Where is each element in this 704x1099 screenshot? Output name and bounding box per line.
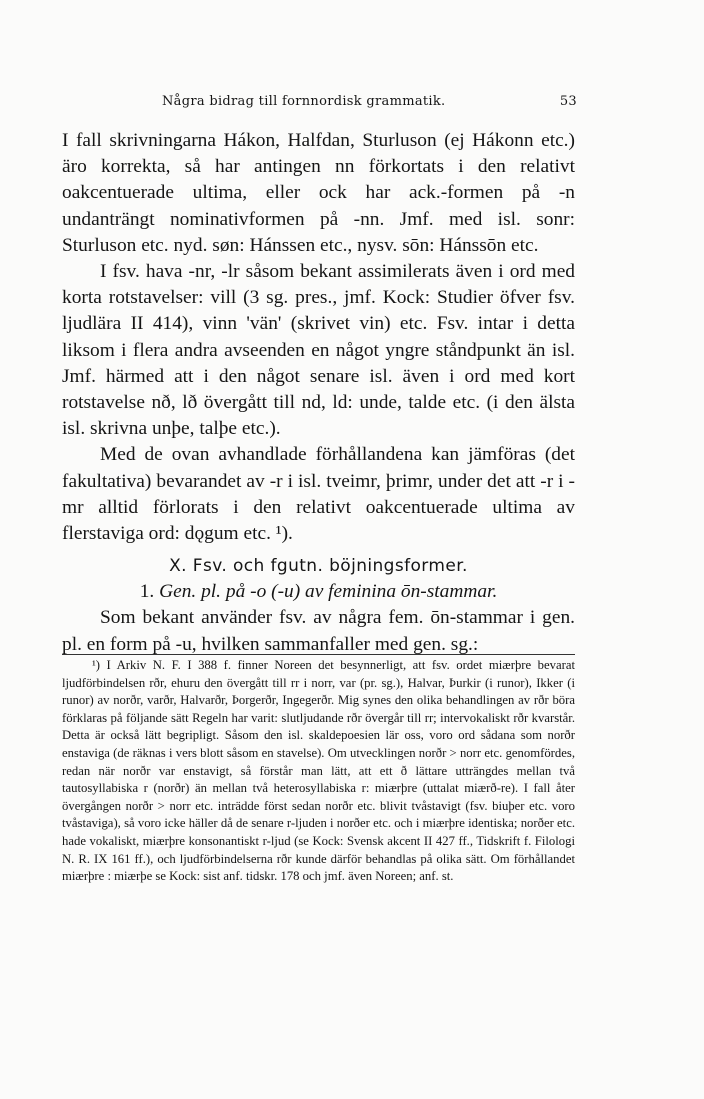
section-heading: X. Fsv. och fgutn. böjningsformer. [169, 556, 468, 577]
subheading-number: 1. [139, 581, 155, 603]
paragraph-3: Med de ovan avhandlade förhållandena kan jämföras (det fakultativa) bevarandet av -r i isl. tveimr, þrimr, under det att -r i -mr alltid förlorats i den relativt oakcentuerade ultima av flerstaviga ord: dǫgum etc. ¹). [62, 444, 575, 545]
subheading-text: Gen. pl. på -o (-u) av feminina ōn-stammar. [159, 581, 498, 603]
paragraph-4: Som bekant använder fsv. av några fem. ōn-stammar i gen. pl. en form på -u, hvilken sammanfaller med gen. sg.: [62, 607, 575, 655]
paragraph-2: I fsv. hava -nr, -lr såsom bekant assimilerats även i ord med korta rotstavelser: vill (3 sg. pres., jmf. Kock: Studier öfver fsv. ljudlära II 414), vinn 'vän' (skrivet vin) etc. Fsv. intar i detta liksom i flera andra avseenden en något yngre ståndpunkt än isl. Jmf. härmed att i den något senare isl. även i ord med kort rotstavelse nð, lð övergått till nd, ld: unde, talde etc. (i den älsta isl. skrivna unþe, talþe etc.). [62, 261, 575, 440]
footnote [62, 657, 575, 886]
section-subheading [62, 579, 575, 605]
paragraph-1: I fall skrivningarna Hákon, Halfdan, Sturluson (ej Hákonn etc.) äro korrekta, så har antingen nn förkortats i den relativt oakcentuerade ultima, eller ock har ack.-formen på -n undanträngt nominativformen på -nn. Jmf. med isl. sonr: Sturluson etc. nyd. søn: Hánssen etc., nysv. sōn: Hánssōn etc. [62, 130, 575, 256]
footnote-text: ¹) I Arkiv N. F. I 388 f. finner Noreen det besynnerligt, att fsv. ordet miærþre bevarat ljudförbindelsen rðr, ehuru den övergått till rr i norr, var (pr. sg.), Halvar, Þurkir (i runor), Ikker (i runor) av norðr, varðr, Halvarðr, Þorgerðr, Ingegerðr. Mig synes den olika behandlingen av rðr böra förklaras på följande sätt Regeln har varit: slutljudande rðr övergår till rr; intervokaliskt rðr kvarstår. Detta är också lätt begripligt. Såsom den isl. skaldepoesien lär oss, voro ord sådana som norðr enstaviga (de räknas i vers blott såsom en stavelse). Om utvecklingen norðr > norr etc. genomfördes, redan när norðr var enstavigt, så förstår man lätt, att ett ð lättare utträngdes mellan två tautosyllabiska r (norðr) än mellan två heterosyllabiska r: miærþre (uttalat miærð-re). I fall åter övergången norðr > norr etc. inträdde först sedan norðr etc. blivit tvåstavigt (fsv. biuþer etc. voro tvåstaviga), så voro icke häller då de senare r-ljuden i norðer etc. och i miærþre identiska; norðer etc. hade vokaliskt, miærþre konsonantiskt r-ljud (se Kock: Svensk akcent II 427 ff., Tidskrift f. Filologi N. R. IX 161 ff.), och ljudförbindelserna rðr kunde därför behandlas på olika sätt. Om förhållandet miærþre : miærþe se Kock: sist anf. tidskr. 178 och jmf. även Noreen; anf. st. [62, 658, 575, 884]
footnote-divider [62, 654, 575, 655]
running-title: Några bidrag till fornnordisk grammatik. [162, 94, 446, 109]
main-text [62, 128, 575, 658]
page-number: 53 [559, 94, 577, 109]
